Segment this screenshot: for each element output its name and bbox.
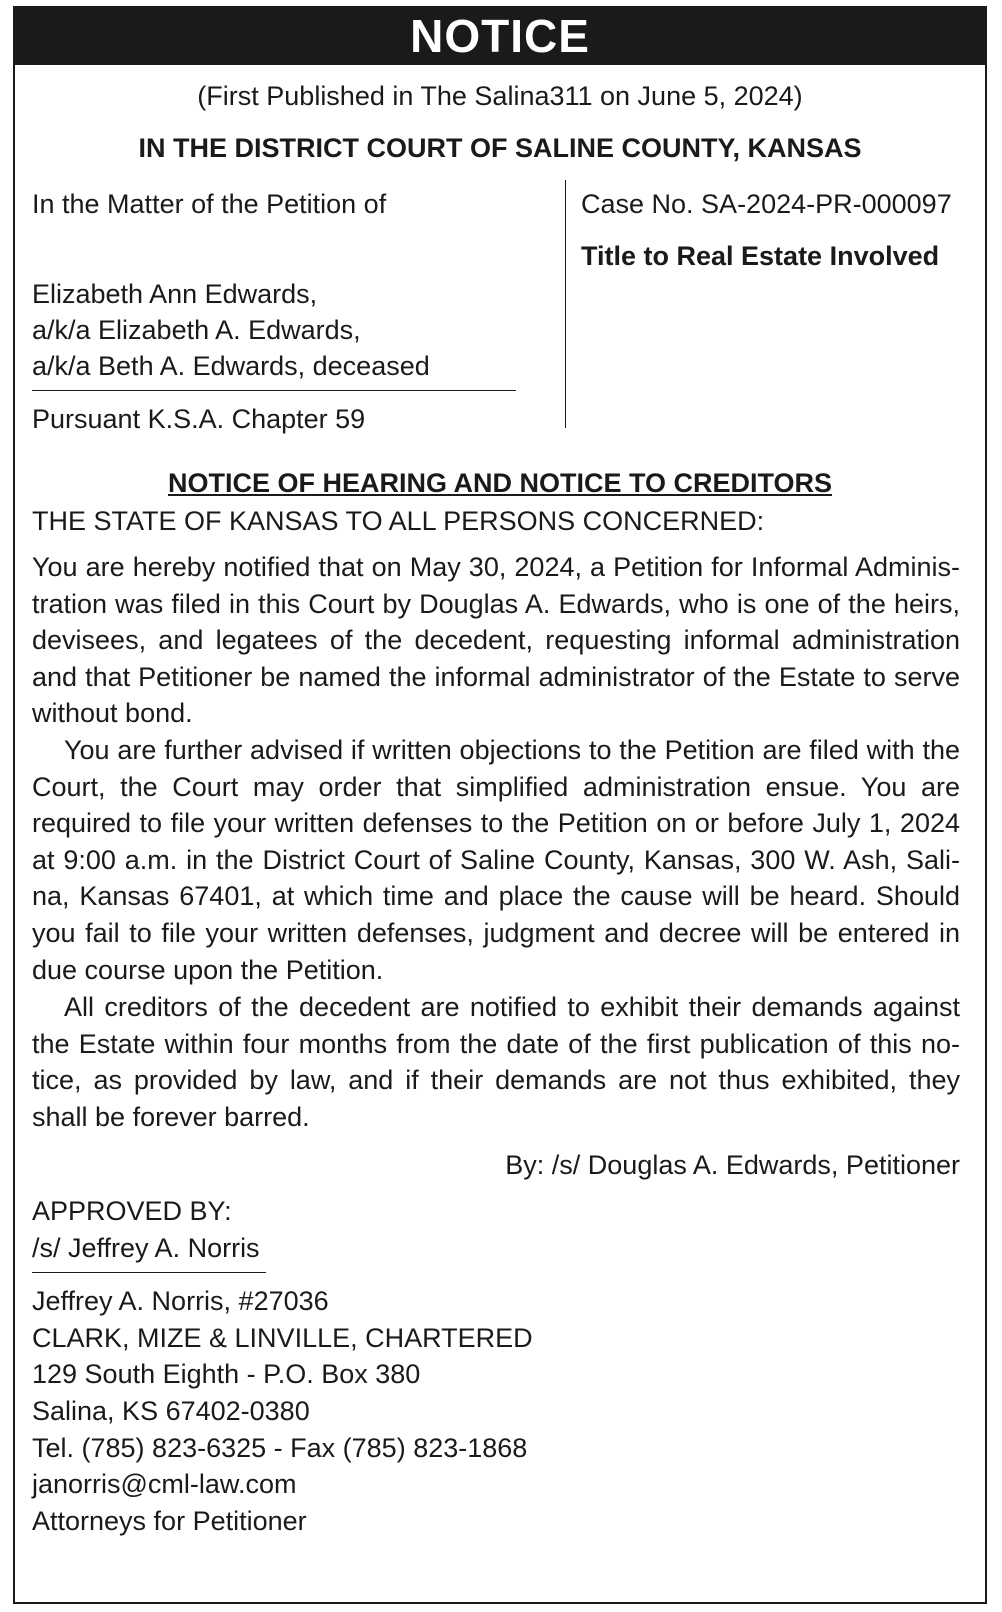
matter-line: In the Matter of the Petition of (32, 189, 387, 219)
attorney-role: Attorneys for Petitioner (32, 1506, 307, 1536)
firm-address: 129 South Eighth - P.O. Box 380 (32, 1359, 421, 1389)
statute-line: Pursuant K.S.A. Chapter 59 (32, 404, 366, 434)
caption-vertical-rule (565, 180, 566, 428)
signature-divider (32, 1272, 266, 1273)
real-estate-note: Title to Real Estate Involved (581, 241, 940, 271)
firm-city: Salina, KS 67402-0380 (32, 1396, 310, 1426)
salutation: THE STATE OF KANSAS TO ALL PERSONS CONCERNED: (32, 506, 765, 536)
decedent-name-2: a/k/a Elizabeth A. Edwards, (32, 315, 361, 345)
body-paragraph-1: You are hereby notified that on May 30, 2024, a Petition for Informal Adminis-tration was filed in this Court by Douglas A. Edwards, who is one of the heirs, devisees, and legatees of the decedent, requesting informal administration and that Petitioner be named the informal administrator of the Estate to serve without bond. (32, 552, 960, 729)
attorney-signature: /s/ Jeffrey A. Norris (32, 1233, 260, 1263)
publication-line: (First Published in The Salina311 on June 5, 2024) (197, 81, 803, 111)
law-firm: CLARK, MIZE & LINVILLE, CHARTERED (32, 1323, 533, 1353)
approved-by-label: APPROVED BY: (32, 1196, 232, 1226)
court-name: IN THE DISTRICT COURT OF SALINE COUNTY, KANSAS (138, 133, 862, 163)
case-number: Case No. SA-2024-PR-000097 (581, 189, 952, 219)
attorney-email: janorris@cml-law.com (32, 1469, 297, 1499)
notice-heading: NOTICE OF HEARING AND NOTICE TO CREDITORS (167, 468, 833, 498)
caption-divider (32, 390, 516, 391)
notice-header: NOTICE (15, 8, 985, 65)
attorney-name: Jeffrey A. Norris, #27036 (32, 1286, 329, 1316)
firm-phone-fax: Tel. (785) 823-6325 - Fax (785) 823-1868 (32, 1433, 528, 1463)
petitioner-signature: By: /s/ Douglas A. Edwards, Petitioner (505, 1150, 960, 1180)
body-paragraph-2: You are further advised if written objections to the Petition are filed with the Court, the Court may order that simplified administration ensue. You are required to file your written defenses to the Petition on or before July 1, 2024 at 9:00 a.m. in the District Court of Saline County, Kansas, 300 W. Ash, Sali-na, Kansas 67401, at which time and place the cause will be heard. Should you fail to file your written defenses, judgment and decree will be entered in due course upon the Petition. (32, 735, 960, 985)
body-paragraph-3: All creditors of the decedent are notified to exhibit their demands against the Estate within four months from the date of the first publication of this no-tice, as provided by law, and if their demands are not thus exhibited, they shall be forever barred. (32, 992, 960, 1132)
decedent-name-3: a/k/a Beth A. Edwards, deceased (32, 351, 430, 381)
notice-frame (13, 6, 987, 1604)
decedent-name-1: Elizabeth Ann Edwards, (32, 279, 318, 309)
